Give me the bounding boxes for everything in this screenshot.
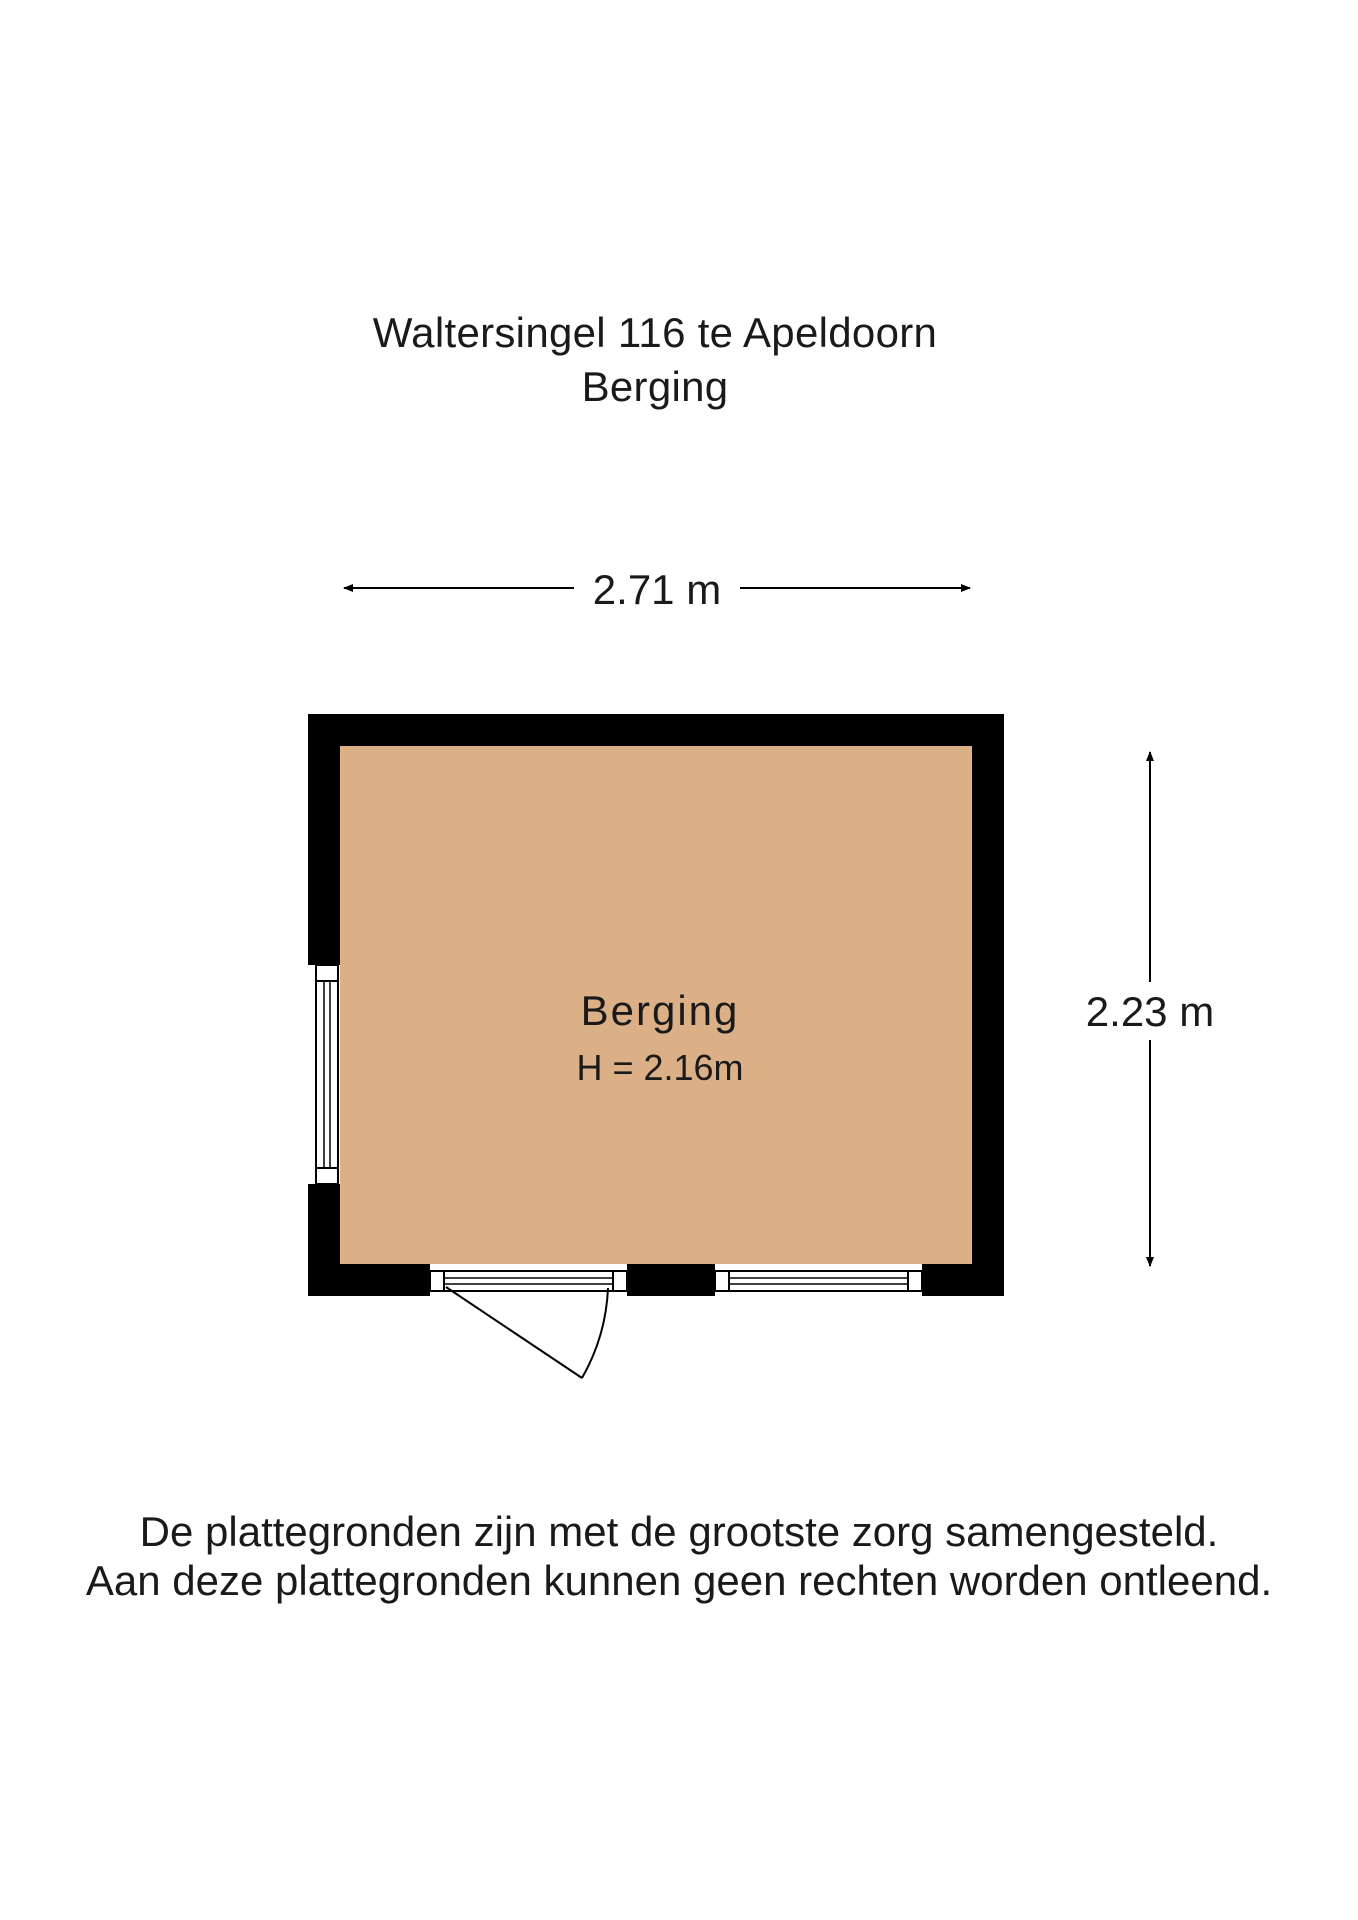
left-window-sill-bottom	[316, 1168, 338, 1184]
bottom-window	[715, 1271, 922, 1291]
width-dimension-label: 2.71 m	[592, 566, 722, 613]
left-window	[316, 965, 338, 1184]
left-window-sill-top	[316, 965, 338, 981]
depth-dimension-label: 2.23 m	[1085, 988, 1215, 1035]
wall-right	[972, 714, 1004, 1296]
depth-dimension	[1086, 752, 1214, 1266]
room-height-label: H = 2.16m	[576, 1047, 744, 1088]
width-dimension	[344, 566, 970, 613]
wall-top	[308, 714, 1004, 746]
door-jamb-right	[613, 1271, 627, 1291]
door-frame	[430, 1271, 627, 1291]
disclaimer-line-1: De plattegronden zijn met de grootste zorg samengesteld.	[139, 1508, 1219, 1555]
wall-bottom-left	[308, 1264, 430, 1296]
disclaimer-line-2: Aan deze plattegronden kunnen geen rechten worden ontleend.	[85, 1557, 1273, 1604]
door-swing-arc	[582, 1288, 608, 1378]
bottom-window-frame	[715, 1271, 922, 1291]
door	[430, 1271, 627, 1378]
door-jamb-left	[430, 1271, 444, 1291]
plan-address-title: Waltersingel 116 te Apeldoorn	[372, 309, 938, 356]
bottom-window-sill-right	[908, 1271, 922, 1291]
wall-left-upper	[308, 714, 340, 965]
room-name-label: Berging	[580, 987, 740, 1034]
left-window-frame	[316, 965, 338, 1184]
wall-bottom-right	[922, 1264, 1004, 1296]
plan-floor-title: Berging	[581, 363, 729, 410]
wall-bottom-middle	[627, 1264, 715, 1296]
door-leaf	[446, 1287, 582, 1378]
bottom-window-sill-left	[715, 1271, 729, 1291]
